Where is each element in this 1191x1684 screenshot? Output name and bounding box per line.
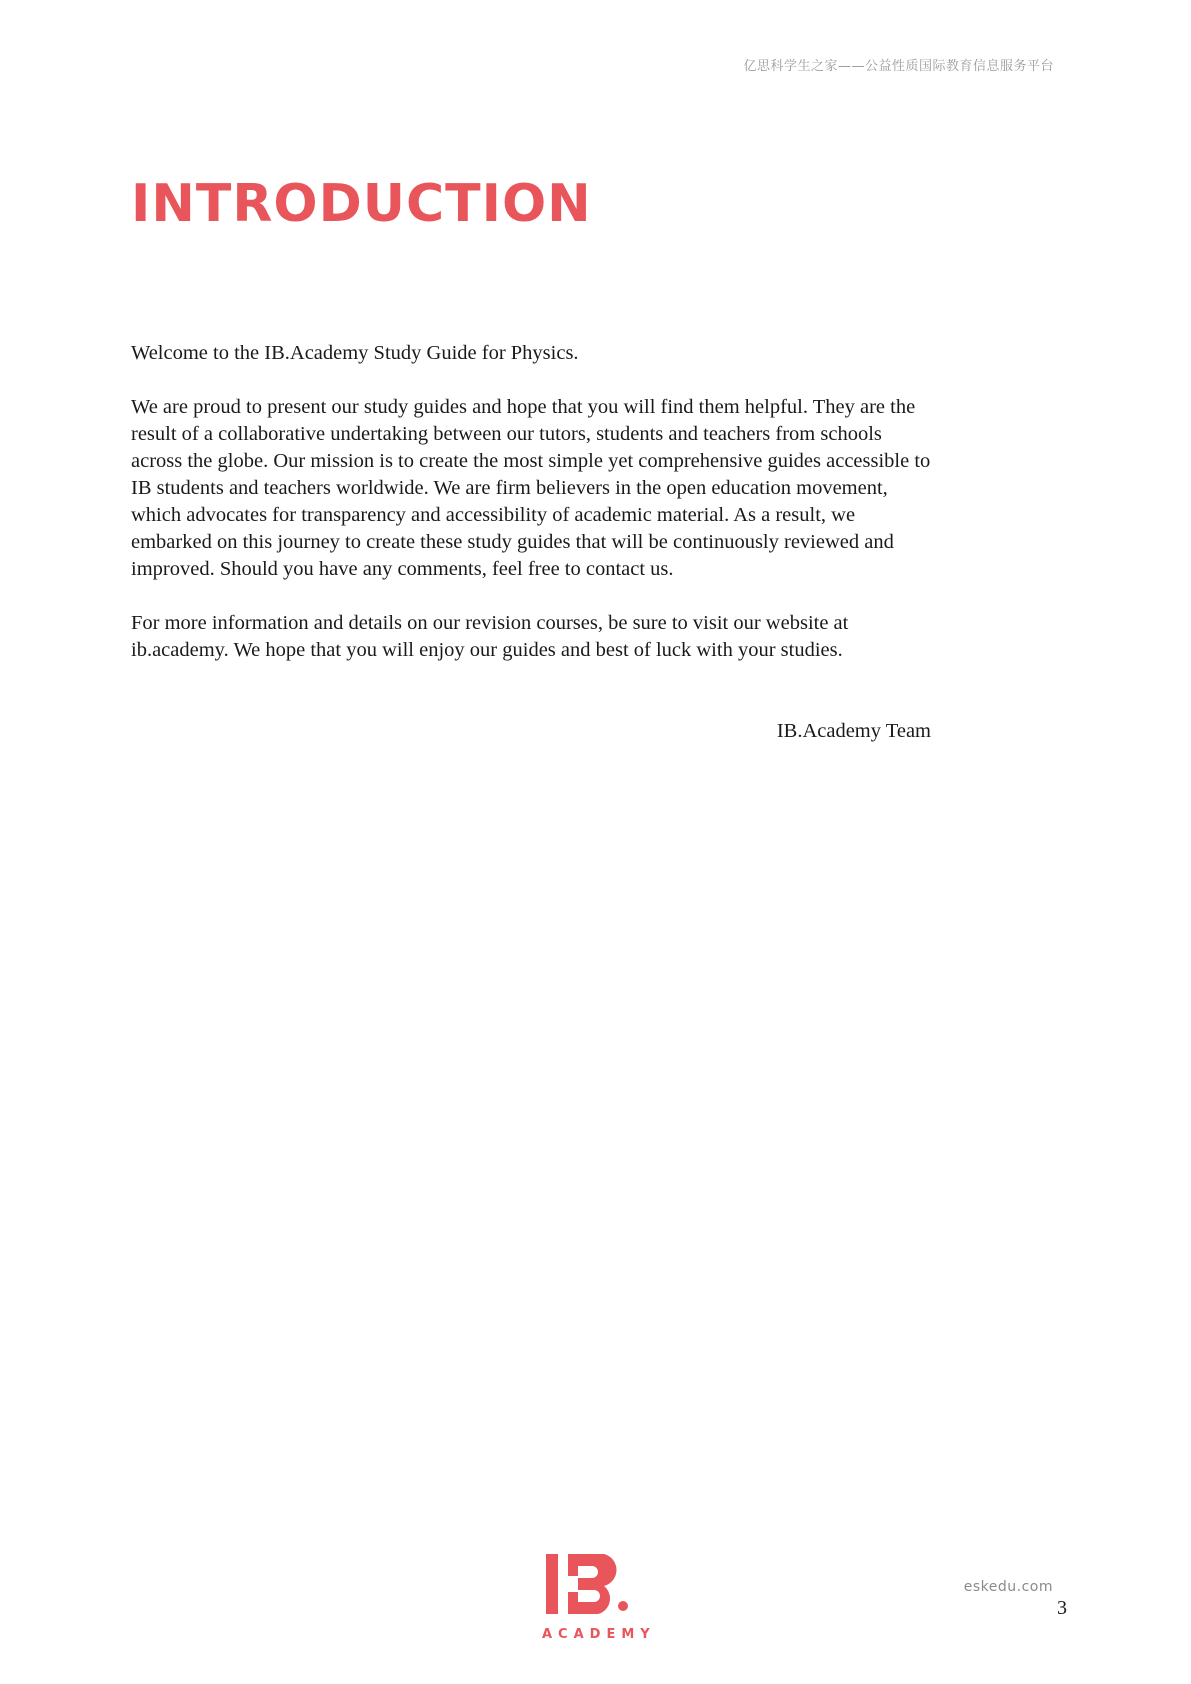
page-number: 3 bbox=[1057, 1597, 1067, 1619]
ib-logo-icon bbox=[546, 1554, 646, 1614]
header-caption: 亿思科学生之家——公益性质国际教育信息服务平台 bbox=[743, 59, 1054, 74]
logo-text: ACADEMY bbox=[542, 1627, 656, 1642]
paragraph-welcome: Welcome to the IB.Academy Study Guide for Physics. bbox=[131, 342, 579, 364]
ib-academy-logo bbox=[540, 1554, 660, 1654]
footer-website[interactable]: eskedu.com bbox=[963, 1579, 1053, 1595]
signature: IB.Academy Team bbox=[776, 720, 931, 742]
page-title: INTRODUCTION bbox=[131, 174, 592, 234]
paragraph-mission: We are proud to present our study guides and hope that you will find them helpful. They are the result of a collaborative undertaking between our tutors, students and teachers from schools across the globe. Our mission is to create the most simple yet comprehensive guides accessible to IB students and teachers worldwide. We are firm believers in the open education movement, which advocates for transparency and accessibility of academic material. As a result, we embarked on this journey to create these study guides that will be continuously reviewed and improved. Should you have any comments, feel free to contact us. bbox=[131, 396, 931, 580]
body-text bbox=[131, 340, 931, 772]
paragraph-more-info: For more information and details on our revision courses, be sure to visit our website at ib.academy. We hope that you will enjoy our guides and best of luck with your studies. bbox=[131, 612, 849, 661]
